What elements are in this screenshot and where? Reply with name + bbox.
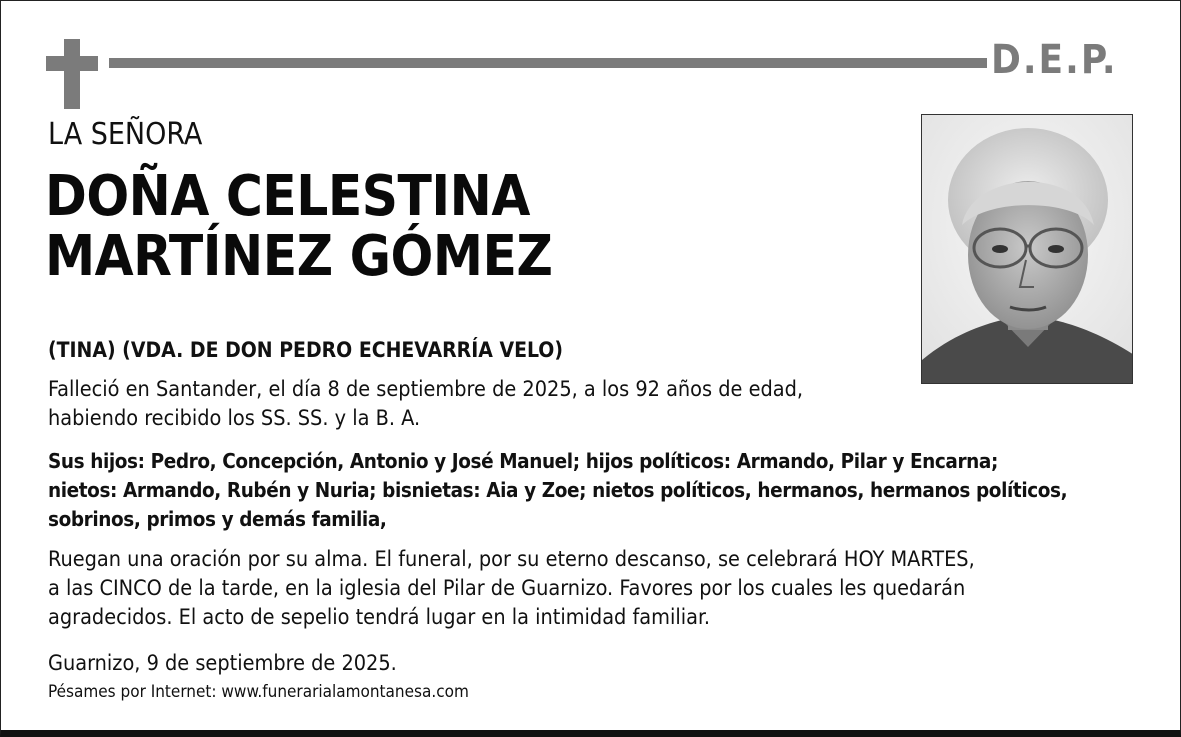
deceased-name: [45, 164, 553, 289]
family-line: Sus hijos: Pedro, Concepción, Antonio y José Manuel; hijos políticos: Armando, Pilar y Encarna;: [48, 449, 998, 473]
funeral-line: Ruegan una oración por su alma. El funeral, por su eterno descanso, se celebrará HOY MARTES,: [48, 547, 975, 572]
family-paragraph: [48, 447, 1067, 534]
funeral-line: agradecidos. El acto de sepelio tendrá lugar en la intimidad familiar.: [48, 605, 711, 630]
portrait-photo: [921, 114, 1133, 384]
family-line: nietos: Armando, Rubén y Nuria; bisnietas: Aia y Zoe; nietos políticos, hermanos, hermanos políticos,: [48, 478, 1068, 502]
condolences-line: Pésames por Internet: www.funerarialamontanesa.com: [48, 682, 469, 702]
name-line-2: MARTÍNEZ GÓMEZ: [45, 224, 553, 289]
funeral-paragraph: [48, 545, 975, 632]
place-date: Guarnizo, 9 de septiembre de 2025.: [48, 651, 397, 676]
family-line: sobrinos, primos y demás familia,: [48, 507, 387, 531]
death-paragraph: [48, 375, 803, 433]
latin-cross-icon: [46, 39, 98, 109]
death-line: Falleció en Santander, el día 8 de septiembre de 2025, a los 92 años de edad,: [48, 377, 804, 402]
dep-label: D.E.P.: [991, 37, 1118, 83]
alias-line: (TINA) (VDA. DE DON PEDRO ECHEVARRÍA VELO): [48, 338, 563, 362]
header-rule: [109, 58, 987, 68]
honorific: LA SEÑORA: [48, 117, 203, 152]
funeral-line: a las CINCO de la tarde, en la iglesia del Pilar de Guarnizo. Favores por los cuales les quedarán: [48, 576, 966, 601]
name-line-1: DOÑA CELESTINA: [45, 164, 530, 229]
death-line: habiendo recibido los SS. SS. y la B. A.: [48, 406, 421, 431]
